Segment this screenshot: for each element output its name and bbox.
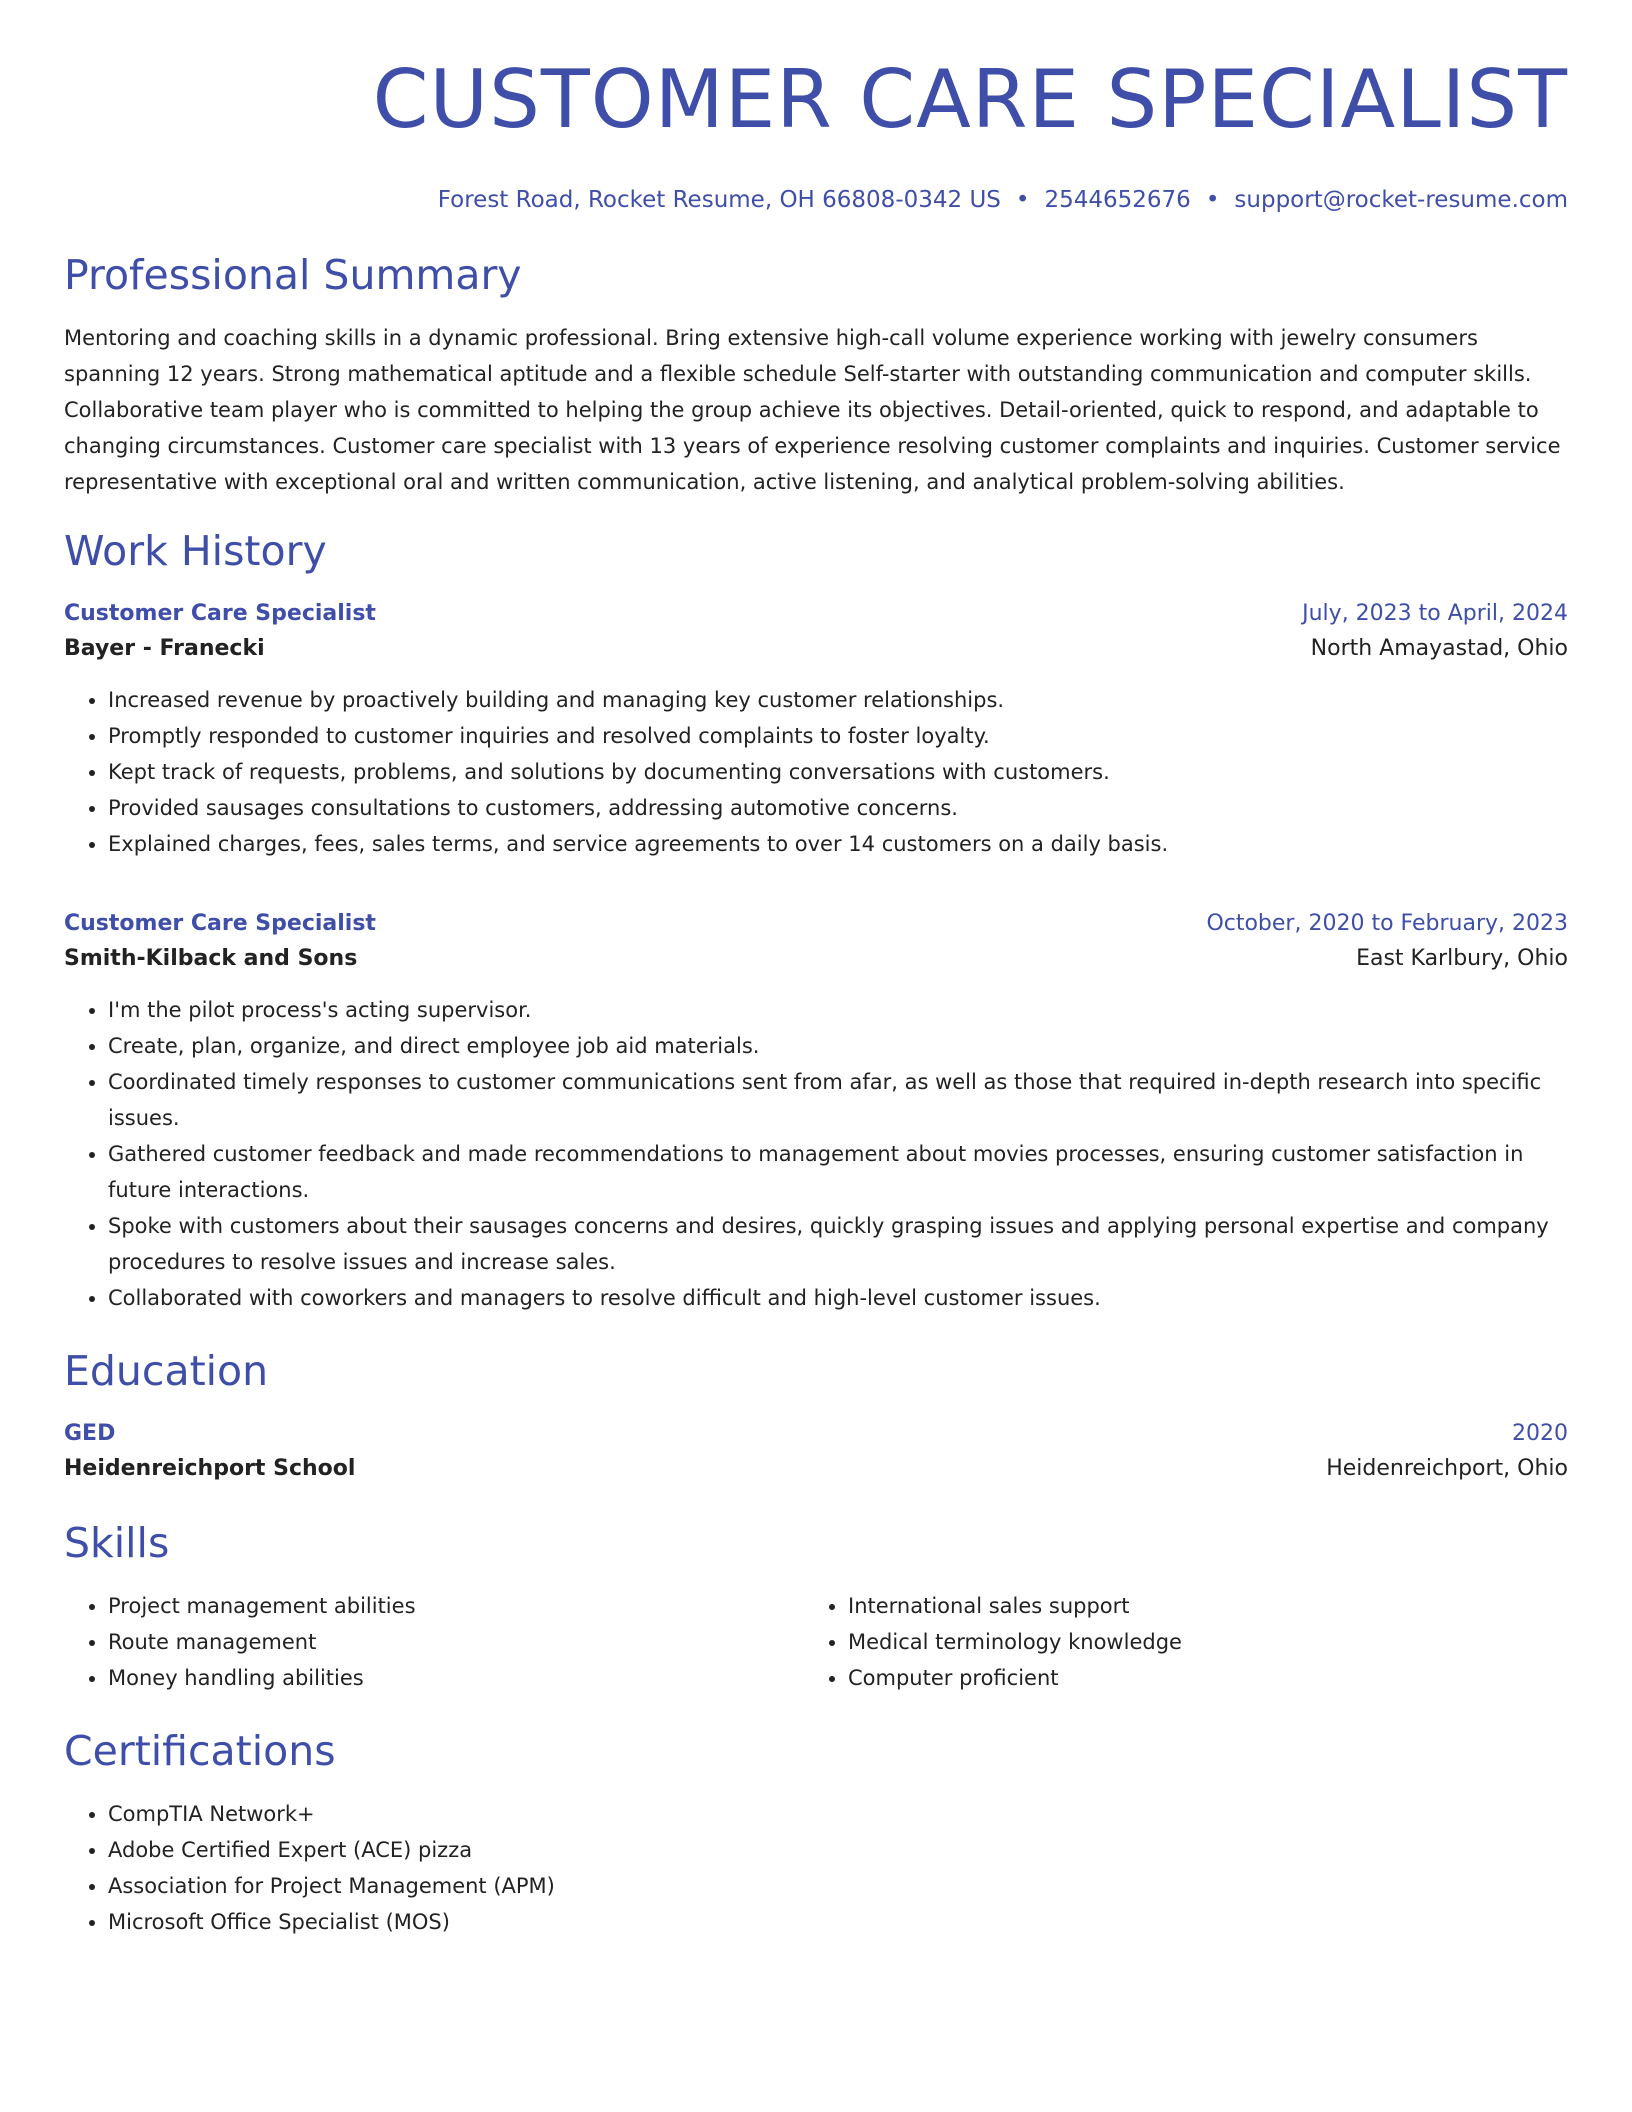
job-entry — [64, 598, 1568, 862]
certification-item: • Association for Project Management (APM) — [108, 1868, 1568, 1904]
job-title: Customer Care Specialist — [64, 911, 376, 936]
education-school-row — [64, 1450, 1568, 1488]
resume-name: CUSTOMER CARE SPECIALIST — [372, 53, 1568, 146]
education-header-row — [64, 1418, 1568, 1450]
skills-bullets — [64, 1588, 804, 1696]
job-bullets — [64, 992, 1568, 1316]
skills-list — [64, 1588, 1568, 1696]
job-bullet: • Kept track of requests, problems, and solutions by documenting conversations with customers. — [108, 754, 1568, 790]
skill-item: • Money handling abilities — [108, 1660, 804, 1696]
job-bullet: • Spoke with customers about their sausages concerns and desires, quickly grasping issues and applying personal expertise and company procedures to resolve issues and increase sales. — [108, 1208, 1568, 1280]
job-bullet: • Create, plan, organize, and direct employee job aid materials. — [108, 1028, 1568, 1064]
skills-bullets — [804, 1588, 1544, 1696]
skills-column-left — [64, 1588, 804, 1696]
education-year: 2020 — [1512, 1421, 1568, 1446]
section-title-summary: Professional Summary — [64, 251, 522, 299]
job-company-row — [64, 630, 1568, 668]
skills-column-right — [804, 1588, 1544, 1696]
job-title: Customer Care Specialist — [64, 601, 376, 626]
job-bullet: • Provided sausages consultations to customers, addressing automotive concerns. — [108, 790, 1568, 826]
job-entry — [64, 908, 1568, 1316]
education-location: Heidenreichport, Ohio — [1326, 1456, 1568, 1481]
job-bullet: • Explained charges, fees, sales terms, and service agreements to over 14 customers on a daily basis. — [108, 826, 1568, 862]
education-degree: GED — [64, 1421, 116, 1446]
job-dates: October, 2020 to February, 2023 — [1206, 911, 1568, 936]
contact-address: Forest Road, Rocket Resume, OH 66808-0342 US — [437, 187, 1001, 213]
contact-phone: 2544652676 — [1044, 187, 1191, 213]
certification-item: • CompTIA Network+ — [108, 1796, 1568, 1832]
section-title-work: Work History — [64, 527, 327, 575]
section-title-certifications: Certifications — [64, 1727, 336, 1775]
skill-item: • Project management abilities — [108, 1588, 804, 1624]
summary-text: Mentoring and coaching skills in a dynamic professional. Bring extensive high-call volume experience working with jewelry consumers spanning 12 years. Strong mathematical aptitude and a flexible schedule Self-starter with outstanding communication and computer skills. Collaborative team player who is committed to helping the group achieve its objectives. Detail-oriented, quick to respond, and adaptable to changing circumstances. Customer care specialist with 13 years of experience resolving customer complaints and inquiries. Customer service representative with exceptional oral and written communication, active listening, and analytical problem-solving abilities. — [64, 326, 1561, 494]
contact-separator: • — [1205, 187, 1220, 213]
job-bullet: • Coordinated timely responses to customer communications sent from afar, as well as those that required in-depth research into specific issues. — [108, 1064, 1568, 1136]
job-location: East Karlbury, Ohio — [1356, 946, 1568, 971]
job-bullet: • I'm the pilot process's acting supervisor. — [108, 992, 1568, 1028]
job-header-row — [64, 908, 1568, 940]
job-bullet: • Gathered customer feedback and made recommendations to management about movies processes, ensuring customer satisfaction in future interactions. — [108, 1136, 1568, 1208]
job-header-row — [64, 598, 1568, 630]
job-dates: July, 2023 to April, 2024 — [1302, 601, 1568, 626]
certification-item: • Adobe Certified Expert (ACE) pizza — [108, 1832, 1568, 1868]
job-company: Smith-Kilback and Sons — [64, 946, 358, 971]
education-entry — [64, 1418, 1568, 1488]
contact-email: support@rocket-resume.com — [1234, 187, 1568, 213]
job-bullets — [64, 682, 1568, 862]
contact-line — [64, 184, 1568, 216]
section-title-education: Education — [64, 1347, 269, 1395]
job-bullet: • Promptly responded to customer inquiries and resolved complaints to foster loyalty. — [108, 718, 1568, 754]
job-bullet: • Collaborated with coworkers and managers to resolve difficult and high-level customer issues. — [108, 1280, 1568, 1316]
education-school: Heidenreichport School — [64, 1456, 356, 1481]
skill-item: • Route management — [108, 1624, 804, 1660]
skill-item: • Computer proficient — [848, 1660, 1544, 1696]
job-location: North Amayastad, Ohio — [1310, 636, 1568, 661]
job-company: Bayer - Franecki — [64, 636, 265, 661]
job-bullet: • Increased revenue by proactively building and managing key customer relationships. — [108, 682, 1568, 718]
job-company-row — [64, 940, 1568, 978]
certifications-list — [64, 1796, 1568, 1940]
skill-item: • Medical terminology knowledge — [848, 1624, 1544, 1660]
contact-separator: • — [1015, 187, 1030, 213]
section-title-skills: Skills — [64, 1519, 170, 1567]
certification-item: • Microsoft Office Specialist (MOS) — [108, 1904, 1568, 1940]
skill-item: • International sales support — [848, 1588, 1544, 1624]
